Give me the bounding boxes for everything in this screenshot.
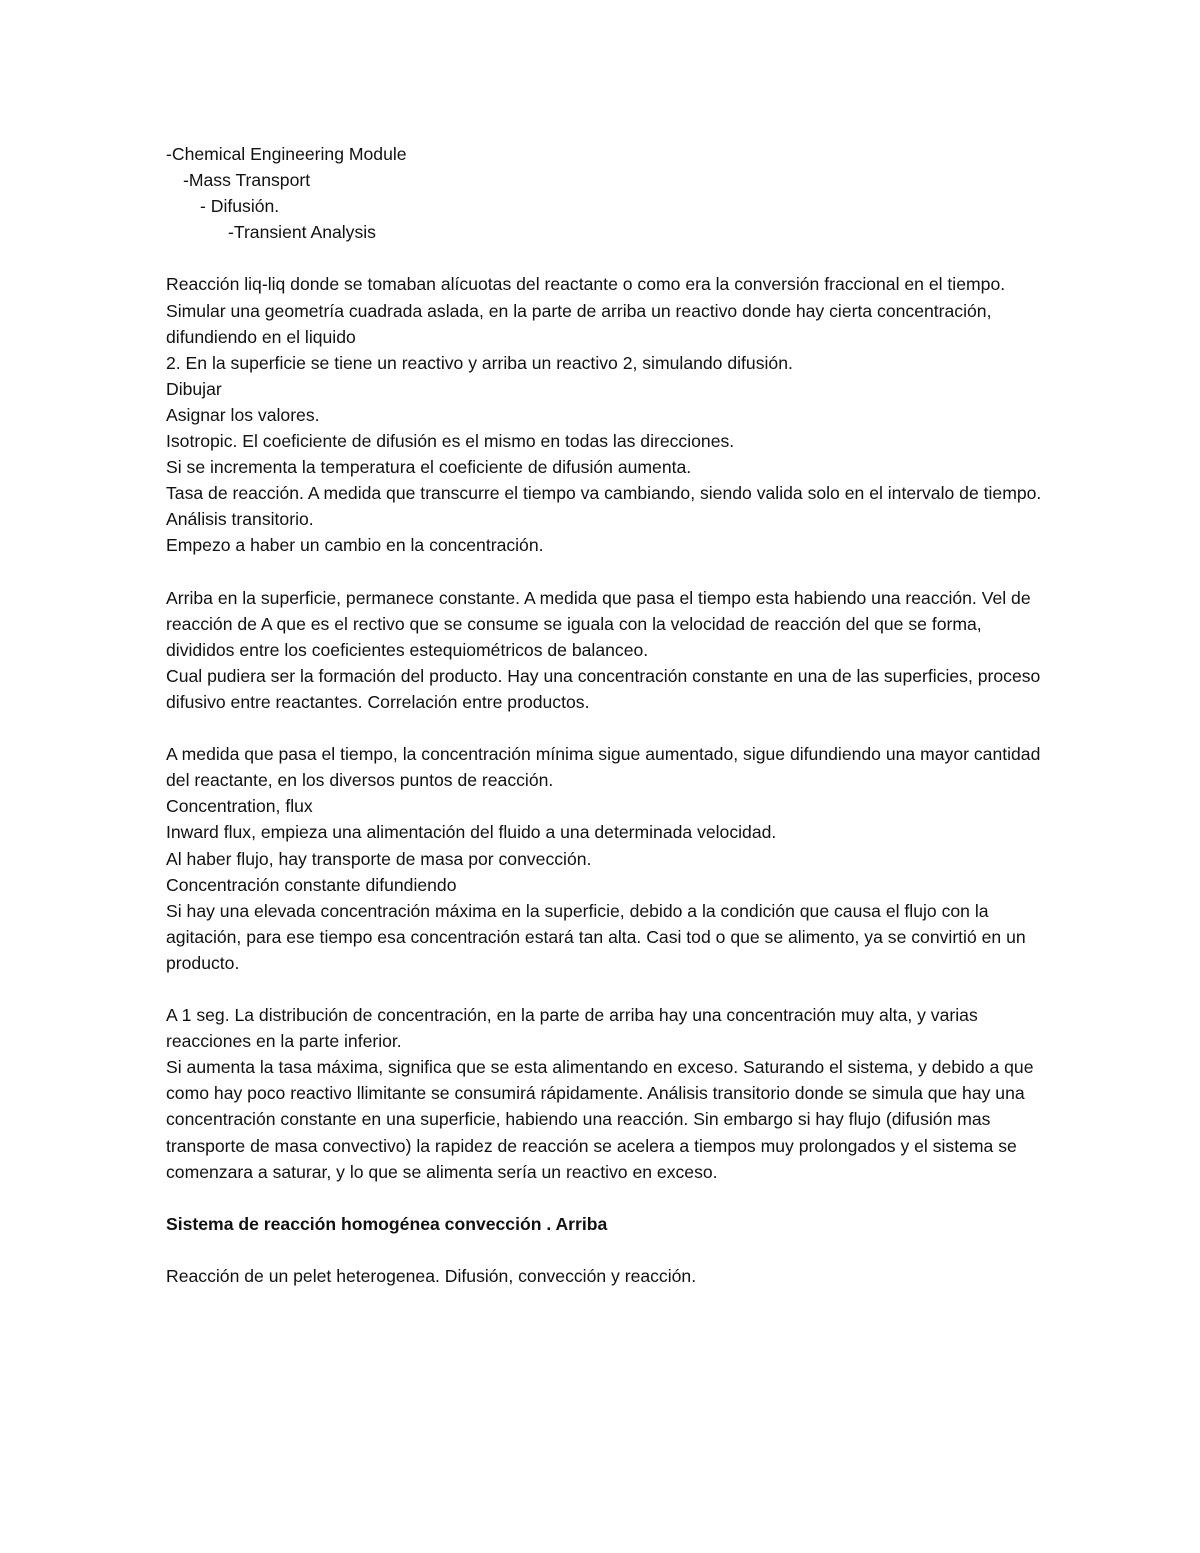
outline-item-mass-transport: -Mass Transport	[183, 170, 311, 191]
spacer	[166, 245, 1046, 271]
note-paragraph: Al haber flujo, hay transporte de masa por convección.	[166, 848, 592, 869]
section-heading: Sistema de reacción homogénea convección . Arriba	[166, 1213, 608, 1234]
note-paragraph: Empezo a haber un cambio en la concentración.	[166, 535, 544, 556]
spacer	[166, 976, 1046, 1002]
note-paragraph: Si aumenta la tasa máxima, significa que se esta alimentando en exceso. Saturando el sistema, y debido a que como hay poco reactivo llimitante se consumirá rápidamente. Análisis transitorio donde se simula que hay una concentración constante en una superficie, habiendo una reacción. Sin embargo si hay flujo (difusión mas transporte de masa convectivo) la rapidez de reacción se acelera a tiempos muy prolongados y el sistema se comenzara a saturar, y lo que se alimenta sería un reactivo en exceso.	[166, 1057, 1034, 1182]
note-paragraph: Simular una geometría cuadrada aslada, en la parte de arriba un reactivo donde hay cierta concentración, difundiendo en el liquido	[166, 300, 992, 347]
notes-section-2	[166, 585, 1046, 715]
spacer	[166, 559, 1046, 585]
note-paragraph: 2. En la superficie se tiene un reactivo y arriba un reactivo 2, simulando difusión.	[166, 352, 793, 373]
note-paragraph: Concentración constante difundiendo	[166, 874, 457, 895]
notes-section-3	[166, 741, 1046, 976]
topic-outline	[166, 141, 1046, 245]
note-paragraph: Arriba en la superficie, permanece constante. A medida que pasa el tiempo esta habiendo una reacción. Vel de reacción de A que es el rectivo que se consume se iguala con la velocidad de reacción del que se forma, divididos entre los coeficientes estequiométricos de balanceo.	[166, 587, 1031, 660]
spacer	[166, 1185, 1046, 1211]
note-paragraph: Asignar los valores.	[166, 404, 320, 425]
document-page	[166, 141, 1046, 1289]
outline-item-module: -Chemical Engineering Module	[166, 144, 407, 164]
note-paragraph: Concentration, flux	[166, 796, 313, 817]
final-note: Reacción de un pelet heterogenea. Difusión, convección y reacción.	[166, 1266, 697, 1287]
note-paragraph: Si hay una elevada concentración máxima en la superficie, debido a la condición que causa el flujo con la agitación, para ese tiempo esa concentración estará tan alta. Casi tod o que se alimento, ya se convirtió en un producto.	[166, 900, 1026, 973]
note-paragraph: A medida que pasa el tiempo, la concentración mínima sigue aumentado, sigue difundiendo una mayor cantidad del reactante, en los diversos puntos de reacción.	[166, 744, 1041, 791]
notes-section-1	[166, 271, 1046, 558]
note-paragraph: Tasa de reacción. A medida que transcurre el tiempo va cambiando, siendo valida solo en el intervalo de tiempo.	[166, 483, 1042, 504]
note-paragraph: A 1 seg. La distribución de concentración, en la parte de arriba hay una concentración muy alta, y varias reacciones en la parte inferior.	[166, 1005, 978, 1052]
note-paragraph: Inward flux, empieza una alimentación del fluido a una determinada velocidad.	[166, 822, 777, 843]
note-paragraph: Cual pudiera ser la formación del producto. Hay una concentración constante en una de las superficies, proceso difusivo entre reactantes. Correlación entre productos.	[166, 665, 1041, 712]
note-paragraph: Si se incrementa la temperatura el coeficiente de difusión aumenta.	[166, 457, 692, 478]
outline-item-difusion: - Difusión.	[200, 196, 280, 217]
note-paragraph: Isotropic. El coeficiente de difusión es el mismo en todas las direcciones.	[166, 431, 735, 452]
notes-section-4	[166, 1002, 1046, 1185]
note-paragraph: Dibujar	[166, 378, 222, 399]
spacer	[166, 1237, 1046, 1263]
note-paragraph: Reacción liq-liq donde se tomaban alícuotas del reactante o como era la conversión fraccional en el tiempo.	[166, 274, 1006, 295]
spacer	[166, 715, 1046, 741]
note-paragraph: Análisis transitorio.	[166, 509, 314, 530]
outline-item-transient: -Transient Analysis	[228, 222, 376, 243]
